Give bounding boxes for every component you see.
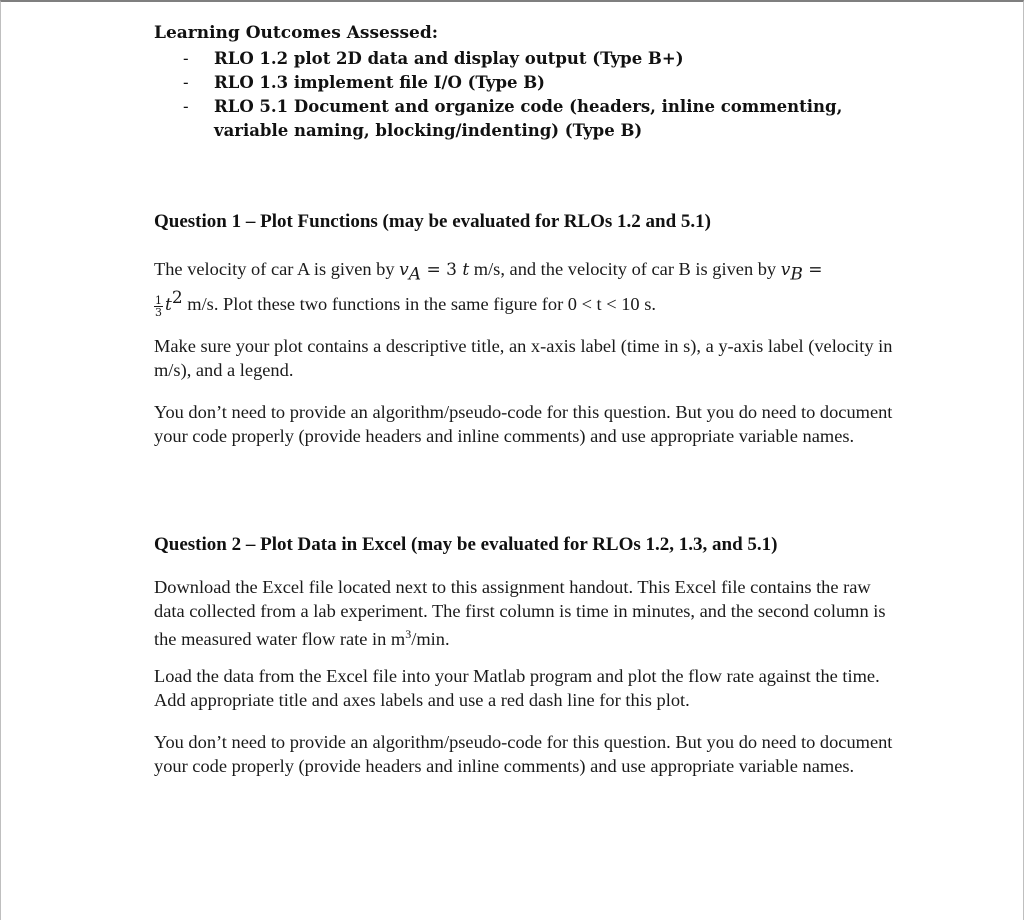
q2-text-b: /min. (411, 629, 450, 650)
var-v-a: v (399, 260, 409, 280)
question-1-paragraph-2: Make sure your plot contains a descriptive title, an x-axis label (time in s), a y-axis label (velocity in m/s), and a legend. (154, 336, 893, 380)
exponent-2: 2 (171, 288, 183, 309)
q1-text-c: m/s. Plot these two functions in the same figure for 0 < t < 10 s. (182, 294, 656, 315)
fraction-one-third (154, 295, 163, 318)
outcomes-list (154, 47, 854, 143)
q1-text-a: The velocity of car A is given by (154, 259, 400, 279)
outcome-item (154, 71, 854, 95)
bullet-dash: - (183, 73, 189, 92)
q2-text-a: Download the Excel file located next to this assignment handout. This Excel file contains the raw data collected from a lab experiment. The first column is time in minutes, and the second column is the measured water flow rate in m (154, 577, 886, 650)
superscript-3: 3 (405, 627, 412, 641)
outcome-text: RLO 5.1 Document and organize code (headers, inline commenting, variable naming, blocking/indenting) (Type B) (214, 97, 843, 140)
fraction-denominator: 3 (155, 305, 162, 319)
outcome-text: RLO 1.3 implement file I/O (Type B) (214, 73, 545, 92)
eq-3: = 3 (421, 260, 463, 280)
question-2-heading: Question 2 – Plot Data in Excel (may be evaluated for RLOs 1.2, 1.3, and 5.1) (154, 534, 778, 555)
var-v-b: v (780, 260, 791, 280)
question-2-paragraph-1 (154, 576, 894, 652)
outcome-item (154, 95, 854, 143)
question-1-paragraph-3: You don’t need to provide an algorithm/pseudo-code for this question. But you do need to document your code properly (provide headers and inline comments) and use appropriate variable names. (154, 402, 893, 446)
var-t-squared: t (165, 295, 172, 316)
outcome-text: RLO 1.2 plot 2D data and display output (Type B+) (214, 49, 684, 68)
sub-a: A (408, 264, 422, 285)
question-2-paragraph-2: Load the data from the Excel file into your Matlab program and plot the flow rate against the time. Add appropriate title and axes labels and use a red dash line for this plot. (154, 666, 880, 710)
bullet-dash: - (183, 49, 189, 68)
question-2-paragraph-3: You don’t need to provide an algorithm/pseudo-code for this question. But you do need to document your code properly (provide headers and inline comments) and use appropriate variable names. (154, 732, 893, 776)
eq-sign: = (802, 260, 823, 280)
bullet-dash: - (183, 97, 189, 116)
outcomes-title: Learning Outcomes Assessed: (154, 23, 438, 43)
question-1-heading: Question 1 – Plot Functions (may be evaluated for RLOs 1.2 and 5.1) (154, 211, 712, 232)
q1-text-b: m/s, and the velocity of car B is given by (469, 259, 781, 279)
question-1-paragraph-1 (154, 258, 894, 318)
sub-b: B (790, 264, 803, 285)
var-t: t (462, 260, 470, 280)
outcome-item (154, 47, 854, 71)
fraction-numerator: 1 (155, 293, 162, 307)
